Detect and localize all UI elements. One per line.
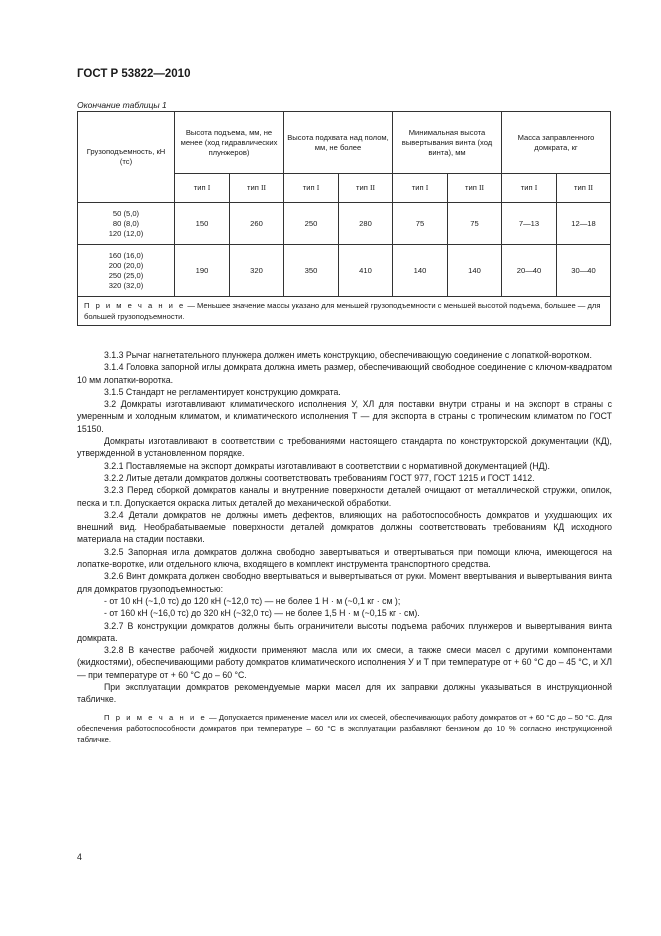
value-cell: 410	[339, 245, 393, 297]
value-cell: 250	[284, 203, 339, 245]
type-1-cell: тип I	[502, 174, 557, 203]
value-cell: 150	[175, 203, 230, 245]
value-cell: 190	[175, 245, 230, 297]
paragraph: 3.2.5 Запорная игла домкратов должна свободно завертываться и отвертываться при помощи ключа, имеющегося на лопатке-воротке, или отдельного ключа, входящего в комплект инструмента транспортного средства.	[77, 546, 612, 570]
paragraph: 3.2.3 Перед сборкой домкратов каналы и внутренние поверхности деталей очищают от металлической стружки, опилок, песка и т.п. Допускается окраска литых деталей до механической обработки.	[77, 485, 612, 508]
paragraph: 3.2.8 В качестве рабочей жидкости применяют масла или их смеси, а также смеси масел с другими компонентами (жидкостями), обеспечивающими работу домкратов климатического исполнения У и Т при температуре от + 60 °С до – 45 °С, и ХЛ — при температуре от + 60 °С до – 60 °С.	[77, 645, 612, 680]
footnote	[77, 712, 612, 745]
note-text: — Меньшее значение массы указано для меньшей грузоподъемности с меньшей высотой подъема, большее — для большей грузоподъемности.	[84, 301, 601, 321]
value-cell: 320	[230, 245, 284, 297]
document-body	[77, 349, 612, 745]
paragraph: 3.1.5 Стандарт не регламентирует конструкцию домкрата.	[104, 386, 341, 397]
paragraph: 3.2.2 Литые детали домкратов должны соответствовать требованиям ГОСТ 977, ГОСТ 1215 и ГОСТ 1412.	[104, 472, 535, 483]
header-capacity: Грузоподъемность, кН (тс)	[78, 112, 175, 203]
value-cell: 280	[339, 203, 393, 245]
value-cell: 20—40	[502, 245, 557, 297]
paragraph: 3.2 Домкраты изготавливают климатического исполнения У, ХЛ для поставки внутри страны и на экспорт в страны с умеренным и холодным климатом, и климатического исполнения Т — для экспорта в страны с тропическим климатом по ГОСТ 15150.	[77, 399, 612, 434]
list-item: - от 10 кН (~1,0 тс) до 120 кН (~12,0 тс) — не более 1 Н · м (~0,1 кг · см );	[104, 595, 401, 606]
table-note	[78, 297, 611, 326]
note-label: П р и м е ч а н и е	[84, 301, 186, 310]
value-cell: 30—40	[557, 245, 611, 297]
footnote-text: — Допускается применение масел или их смесей, обеспечивающих работу домкратов от + 60 °С до – 50 °С. Для обеспечения работоспособности домкратов при температуре – 60 °С в эксплуатации разбавляют бензином до 10 % согласно инструкционной табличке.	[77, 712, 612, 744]
page-number: 4	[77, 852, 82, 862]
value-cell: 12—18	[557, 203, 611, 245]
paragraph: 3.2.7 В конструкции домкратов должны быть ограничители высоты подъема рабочих плунжеров и вывертывания винта домкрата.	[77, 620, 612, 643]
value-cell: 140	[393, 245, 448, 297]
type-2-cell: тип II	[339, 174, 393, 203]
header-mass: Масса заправленного домкрата, кг	[502, 112, 611, 174]
value-cell: 260	[230, 203, 284, 245]
paragraph: Домкраты изготавливают в соответствии с требованиями настоящего стандарта по конструкторской документации (КД), утвержденной в установленном порядке.	[77, 436, 612, 459]
table-row	[78, 245, 611, 297]
value-cell: 350	[284, 245, 339, 297]
header-lift-height: Высота подъема, мм, не менее (ход гидравлических плунжеров)	[175, 112, 284, 174]
paragraph: 3.2.4 Детали домкратов не должны иметь дефектов, влияющих на работоспособность домкратов и ухудшающих их внешний вид. Необрабатываемые поверхности деталей домкратов должны соответствовать требованиям КД исходного материала на стадии поставки.	[77, 509, 612, 545]
type-1-cell: тип I	[284, 174, 339, 203]
header-screw-travel: Минимальная высота вывертывания винта (ход винта), мм	[393, 112, 502, 174]
table-note-row	[78, 297, 611, 326]
type-1-cell: тип I	[393, 174, 448, 203]
value-cell: 7—13	[502, 203, 557, 245]
type-2-cell: тип II	[448, 174, 502, 203]
type-2-cell: тип II	[557, 174, 611, 203]
paragraph: 3.1.3 Рычаг нагнетательного плунжера должен иметь конструкцию, обеспечивающую соединение с лопаткой-воротком.	[104, 350, 592, 360]
value-cell: 75	[448, 203, 502, 245]
type-2-cell: тип II	[230, 174, 284, 203]
list-item: - от 160 кН (~16,0 тс) до 320 кН (~32,0 тс) — не более 1,5 Н · м (~0,15 кг · см).	[104, 608, 420, 619]
paragraph: 3.1.4 Головка запорной иглы домкрата должна иметь размер, обеспечивающий свободное соединение с ключом-квадратом 10 мм лопатки-воротка.	[77, 362, 612, 385]
paragraph: 3.2.1 Поставляемые на экспорт домкраты изготавливают в соответствии с нормативной документацией (НД).	[104, 460, 550, 471]
capacity-cell: 160 (16,0) 200 (20,0) 250 (25,0) 320 (32,0)	[78, 245, 175, 297]
paragraph: 3.2.6 Винт домкрата должен свободно ввертываться и вывертываться от руки. Момент ввертывания и вывертывания винта для домкратов грузоподъемностью:	[77, 571, 612, 594]
value-cell: 75	[393, 203, 448, 245]
document-header: ГОСТ Р 53822—2010	[77, 68, 191, 80]
footnote-label: П р и м е ч а н и е	[104, 712, 207, 722]
capacity-cell: 50 (5,0) 80 (8,0) 120 (12,0)	[78, 203, 175, 245]
table-caption: Окончание таблицы 1	[77, 100, 167, 110]
paragraph: При эксплуатации домкратов рекомендуемые марки масел для их заправки должны указываться в инструкционной табличке.	[77, 682, 612, 705]
table-row	[78, 203, 611, 245]
type-1-cell: тип I	[175, 174, 230, 203]
header-pickup-height: Высота подхвата над полом, мм, не более	[284, 112, 393, 174]
value-cell: 140	[448, 245, 502, 297]
specs-table	[77, 111, 611, 326]
